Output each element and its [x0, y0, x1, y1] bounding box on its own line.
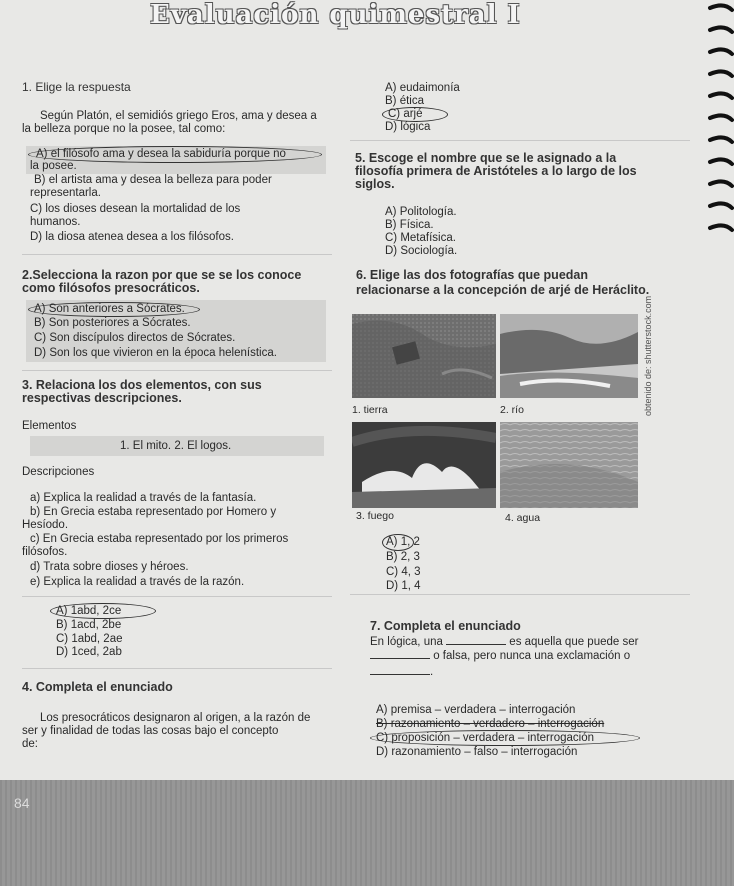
q7-option-a[interactable]: A) premisa – verdadera – interrogación [376, 704, 576, 716]
q7-stem-start: En lógica, una [370, 636, 443, 648]
photo-fire[interactable] [352, 422, 496, 508]
q5-option-a[interactable]: A) Politología. [385, 206, 457, 218]
q7-option-d[interactable]: D) razonamiento – falso – interrogación [376, 746, 578, 758]
q4-stem-line2: ser y finalidad de todas las cosas bajo el concepto [22, 725, 279, 737]
q6-heading-line2: relacionarse a la concepción de arjé de Heráclito. [356, 283, 650, 297]
arche-option-a[interactable]: A) eudaimonía [385, 82, 460, 94]
q1-option-c-line1[interactable]: C) los dioses desean la mortalidad de los [30, 203, 241, 215]
description-b-line1: b) En Grecia estaba representado por Homero y [30, 506, 277, 518]
q7-stem-line2 [370, 650, 630, 663]
q1-option-d[interactable]: D) la diosa atenea desea a los filósofos. [30, 231, 234, 243]
photo-caption-4: 4. agua [505, 512, 541, 524]
q5-option-d[interactable]: D) Sociología. [385, 245, 458, 257]
q7-option-c[interactable]: C) proposición – verdadera – interrogación [376, 732, 594, 744]
q6-option-a[interactable]: A) 1, 2 [386, 536, 420, 548]
arche-option-b[interactable]: B) ética [385, 95, 424, 107]
description-a: a) Explica la realidad a través de la fantasía. [30, 492, 257, 504]
arche-option-c[interactable]: C) arjé [388, 108, 423, 120]
description-e: e) Explica la realidad a través de la razón. [30, 576, 245, 588]
q4-stem-line3: de: [22, 738, 38, 750]
q3-heading-line1: 3. Relaciona los dos elementos, con sus [22, 378, 262, 392]
divider [350, 140, 690, 141]
q3-heading-line2: respectivas descripciones. [22, 391, 182, 405]
q1-option-c-line2[interactable]: humanos. [30, 216, 81, 228]
q3-option-b[interactable]: B) 1acd, 2be [56, 619, 122, 631]
elements-items: 1. El mito. 2. El logos. [120, 440, 232, 452]
q2-heading-line1: 2.Selecciona la razon por que se se los conoce [22, 268, 302, 282]
photo-caption-1: 1. tierra [352, 404, 388, 416]
q1-heading: 1. Elige la respuesta [22, 80, 131, 94]
photo-caption-3: 3. fuego [356, 510, 394, 522]
q1-stem-line1: Según Platón, el semidiós griego Eros, ama y desea a [40, 110, 317, 122]
q3-option-c[interactable]: C) 1abd, 2ae [56, 633, 123, 645]
q5-heading-line3: siglos. [355, 177, 395, 191]
q6-option-d[interactable]: D) 1, 4 [386, 580, 421, 592]
photo-water[interactable] [500, 422, 638, 508]
photo-caption-2: 2. río [500, 404, 524, 416]
q7-blank-1[interactable] [446, 644, 506, 645]
page-title: Evaluación quimestral I [150, 0, 521, 30]
q4-heading: 4. Completa el enunciado [22, 680, 173, 694]
q2-option-d[interactable]: D) Son los que vivieron en la época helenística. [34, 347, 277, 359]
elements-label: Elementos [22, 420, 77, 432]
q2-option-c[interactable]: C) Son discípulos directos de Sócrates. [34, 332, 236, 344]
q7-stem-middle: o falsa, pero nunca una exclamación o [433, 650, 631, 662]
descriptions-label: Descripciones [22, 466, 95, 478]
divider [22, 596, 332, 597]
q1-option-a-line1[interactable]: A) el filósofo ama y desea la sabiduría porque no [36, 148, 286, 160]
q7-stem-line1 [370, 636, 638, 649]
description-b-line2: Hesíodo. [22, 519, 69, 531]
divider [22, 254, 332, 255]
q5-heading-line2: filosofía primera de Aristóteles a lo largo de los [355, 164, 637, 178]
q5-heading-line1: 5. Escoge el nombre que se le asignado a la [355, 151, 617, 165]
q5-option-c[interactable]: C) Metafísica. [385, 232, 456, 244]
q7-option-b[interactable]: B) razonamiento – verdadero – interrogación [376, 718, 605, 730]
q7-blank-2[interactable] [370, 658, 430, 659]
description-d: d) Trata sobre dioses y héroes. [30, 561, 189, 573]
q1-option-b-line1[interactable]: B) el artista ama y desea la belleza para poder [34, 174, 272, 186]
q7-stem-end: es aquella que puede ser [509, 636, 639, 648]
q1-stem-line2: la belleza porque no la posee, tal como: [22, 123, 226, 135]
divider [22, 370, 332, 371]
photo-river[interactable] [500, 314, 638, 398]
description-c-line1: c) En Grecia estaba representado por los primeros [30, 533, 289, 545]
q2-heading-line2: como filósofos presocráticos. [22, 281, 200, 295]
table-surface [0, 780, 734, 886]
q5-option-b[interactable]: B) Física. [385, 219, 434, 231]
q2-option-a[interactable]: A) Son anteriores a Sócrates. [34, 303, 185, 315]
q3-option-a[interactable]: A) 1abd, 2ce [56, 605, 122, 617]
divider [350, 594, 690, 595]
q7-blank-3[interactable] [370, 674, 430, 675]
arche-option-d[interactable]: D) lógica [385, 121, 431, 133]
q7-stem-line3 [370, 666, 433, 679]
q6-option-b[interactable]: B) 2, 3 [386, 551, 420, 563]
q3-option-d[interactable]: D) 1ced, 2ab [56, 646, 122, 658]
q7-heading: 7. Completa el enunciado [370, 619, 521, 633]
q6-option-c[interactable]: C) 4, 3 [386, 566, 421, 578]
photo-credit-watermark: obtenido de: shutterstock.com [643, 295, 653, 416]
q7-stem-period: . [430, 666, 434, 678]
q2-option-b[interactable]: B) Son posteriores a Sócrates. [34, 317, 191, 329]
q1-option-a-line2[interactable]: la posee. [30, 160, 77, 172]
page-number: 84 [14, 795, 30, 811]
divider [22, 668, 332, 669]
spiral-binding [706, 0, 734, 240]
photo-earth[interactable] [352, 314, 496, 398]
q4-stem-line1: Los presocráticos designaron al origen, a la razón de [40, 712, 311, 724]
description-c-line2: filósofos. [22, 546, 68, 558]
q6-heading-line1: 6. Elige las dos fotografías que puedan [356, 268, 588, 282]
q1-option-b-line2[interactable]: representarla. [30, 187, 101, 199]
